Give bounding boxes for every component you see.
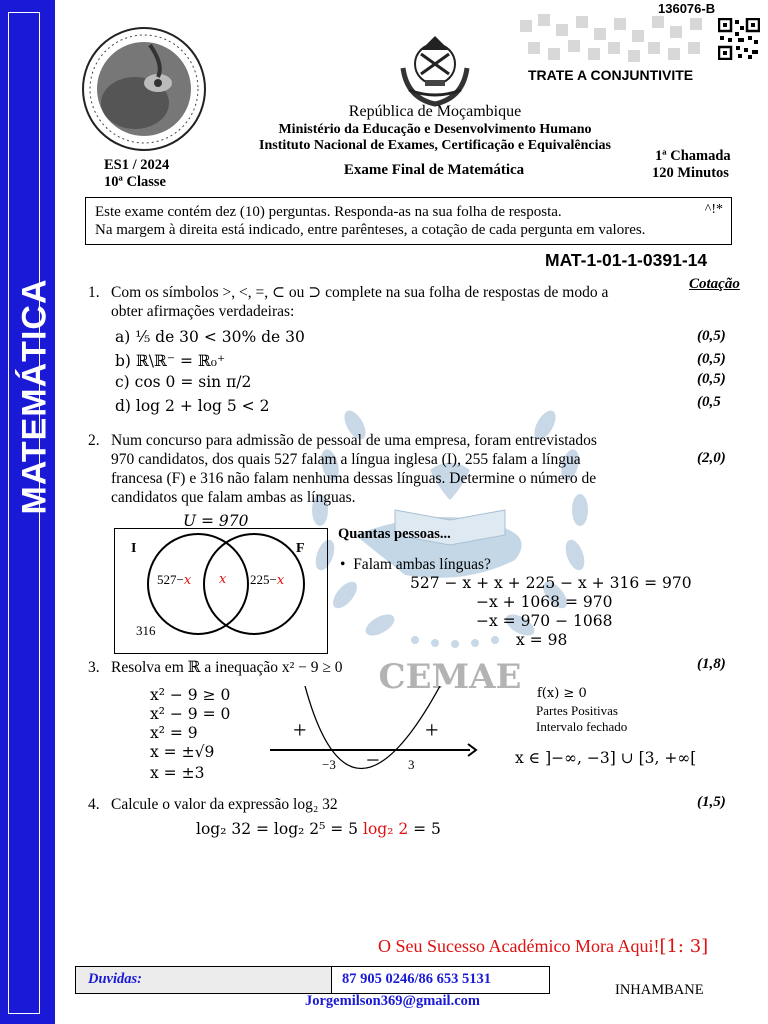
q2-number: 2.: [88, 432, 100, 449]
q3-answer: x ∈ ]−∞, −3] ∪ [3, +∞[: [515, 749, 697, 767]
q1-item-a: a) ⅕ de 30 < 30% de 30: [115, 328, 305, 346]
exam-session: ES1 / 2024: [104, 157, 170, 173]
venn-set-f: F: [296, 541, 305, 556]
q3-step-1: x² − 9 ≥ 0: [150, 686, 231, 704]
q2-solution-question: Quantas pessoas...: [338, 526, 451, 542]
exam-call: 1ª Chamada: [655, 148, 731, 164]
footer-slogan-ref: [1: 3]: [659, 936, 709, 957]
mozambique-emblem: [395, 28, 475, 108]
instructions-mark: ^!*: [704, 202, 723, 217]
q3-sign-right: +: [425, 718, 439, 744]
instructions-line-2: Na margem à direita está indicado, entre parênteses, a cotação de cada pergunta em valores.: [95, 222, 646, 238]
q2-eq-2: −x + 1068 = 970: [476, 593, 613, 611]
q1-text-1: Com os símbolos >, <, =, ⊂ ou ⊃ complete na sua folha de respostas de modo a: [111, 284, 609, 301]
q4-solution-red: log₂ 2: [362, 820, 409, 838]
venn-right-x: x: [276, 573, 285, 588]
q2-bullet-text: Falam ambas línguas?: [353, 556, 491, 573]
q2-line-3: francesa (F) e 316 não falam nenhuma dessas línguas. Determine o número de: [111, 470, 597, 487]
q4-score: (1,5): [697, 794, 726, 810]
q1-score-b: (0,5): [697, 351, 726, 367]
q3-note-3: Intervalo fechado: [536, 719, 628, 734]
q3-note-2: Partes Positivas: [536, 703, 618, 718]
footer-city: INHAMBANE: [615, 982, 704, 998]
q3-step-2: x² − 9 = 0: [150, 705, 231, 723]
exam-title: Exame Final de Matemática: [343, 162, 525, 178]
institute-title: Instituto Nacional de Exames, Certificação e Equivalências: [259, 138, 611, 153]
q3-step-4: x = ±√9: [150, 743, 215, 761]
republic-title: República de Moçambique: [348, 103, 522, 120]
venn-left-x: x: [183, 573, 192, 588]
q3-step-5: x = ±3: [150, 764, 205, 782]
q2-line-2: 970 candidatos, dos quais 527 falam a língua inglesa (I), 255 falam a língua: [111, 451, 581, 468]
venn-set-i: I: [131, 541, 137, 556]
ministry-title: Ministério da Educação e Desenvolvimento Humano: [278, 122, 592, 137]
q4-text: Calcule o valor da expressão log₂ 32: [111, 796, 338, 813]
q3-root-right: 3: [408, 757, 415, 772]
q2-line-4: candidatos que falam ambas as línguas.: [111, 489, 356, 506]
slogan-header: TRATE A CONJUNTIVITE: [528, 67, 694, 83]
q1-score-d: (0,5: [697, 394, 721, 410]
q4-solution: [196, 820, 441, 839]
venn-right-region: [250, 572, 284, 588]
footer-slogan: [378, 936, 708, 957]
cotacao-heading: Cotação: [689, 276, 740, 292]
footer-email[interactable]: Jorgemilson369@gmail.com: [305, 993, 480, 1009]
q4-solution-part-b: = 5: [408, 820, 441, 838]
sidebar: [0, 0, 55, 1024]
q2-eq-4: x = 98: [516, 631, 568, 649]
document-code: 136076-B: [658, 1, 716, 16]
q3-score: (1,8): [697, 656, 726, 672]
venn-left-region: [157, 572, 191, 588]
qr-code-icon: [718, 18, 760, 60]
q3-note-1: f(x) ≥ 0: [537, 686, 587, 701]
instructions-box: [85, 197, 732, 245]
cemae-round-logo: [80, 25, 208, 153]
footer-phones[interactable]: 87 905 0246/86 653 5131: [342, 971, 492, 987]
exam-duration: 120 Minutos: [652, 165, 729, 181]
footer-slogan-text: O Seu Sucesso Académico Mora Aqui!: [378, 936, 660, 956]
decorative-pattern: [520, 14, 720, 64]
venn-universe: U = 970: [183, 512, 249, 530]
q2-eq-3: −x = 970 − 1068: [476, 612, 613, 630]
q1-item-b: b) ℝ\ℝ⁻ = ℝ₀⁺: [115, 352, 226, 370]
venn-left-value: 527−: [157, 572, 184, 587]
footer-duvidas-label: Duvidas:: [88, 971, 142, 987]
q3-root-left: −3: [322, 757, 336, 772]
q1-item-d: d) log 2 + log 5 < 2: [115, 397, 270, 415]
venn-outside: 316: [136, 623, 156, 638]
q1-text-2: obter afirmações verdadeiras:: [111, 303, 295, 320]
q1-item-c: c) cos 0 = sin π/2: [115, 373, 252, 391]
q2-line-1: Num concurso para admissão de pessoal de uma empresa, foram entrevistados: [111, 432, 597, 449]
q2-eq-1: 527 − x + x + 225 − x + 316 = 970: [410, 574, 692, 592]
q4-number: 4.: [88, 796, 100, 813]
footer-contact-box: [75, 966, 550, 994]
q3-sign-middle: −: [366, 748, 380, 774]
q1-number: 1.: [88, 284, 100, 301]
instructions-line-1: Este exame contém dez (10) perguntas. Responda-as na sua folha de resposta.: [95, 204, 562, 220]
q4-solution-part-a: log₂ 32 = log₂ 2⁵ = 5: [196, 820, 363, 838]
q3-number: 3.: [88, 659, 100, 676]
exam-reference-code: MAT-1-01-1-0391-14: [545, 250, 708, 270]
q1-score-c: (0,5): [697, 371, 726, 387]
q2-score: (2,0): [697, 450, 726, 466]
q3-step-3: x² = 9: [150, 724, 198, 742]
q1-score-a: (0,5): [697, 328, 726, 344]
q3-text: Resolva em ℝ a inequação x² − 9 ≥ 0: [111, 659, 343, 676]
q3-sign-left: +: [293, 718, 307, 744]
exam-class: 10ª Classe: [104, 174, 166, 190]
watermark-text: CEMAE: [378, 657, 522, 695]
venn-right-value: 225−: [250, 572, 277, 587]
sidebar-label: MATEMÁTICA: [15, 278, 54, 515]
q2-bullet: • Falam ambas línguas?: [340, 556, 491, 573]
venn-middle-x: x: [219, 572, 227, 587]
